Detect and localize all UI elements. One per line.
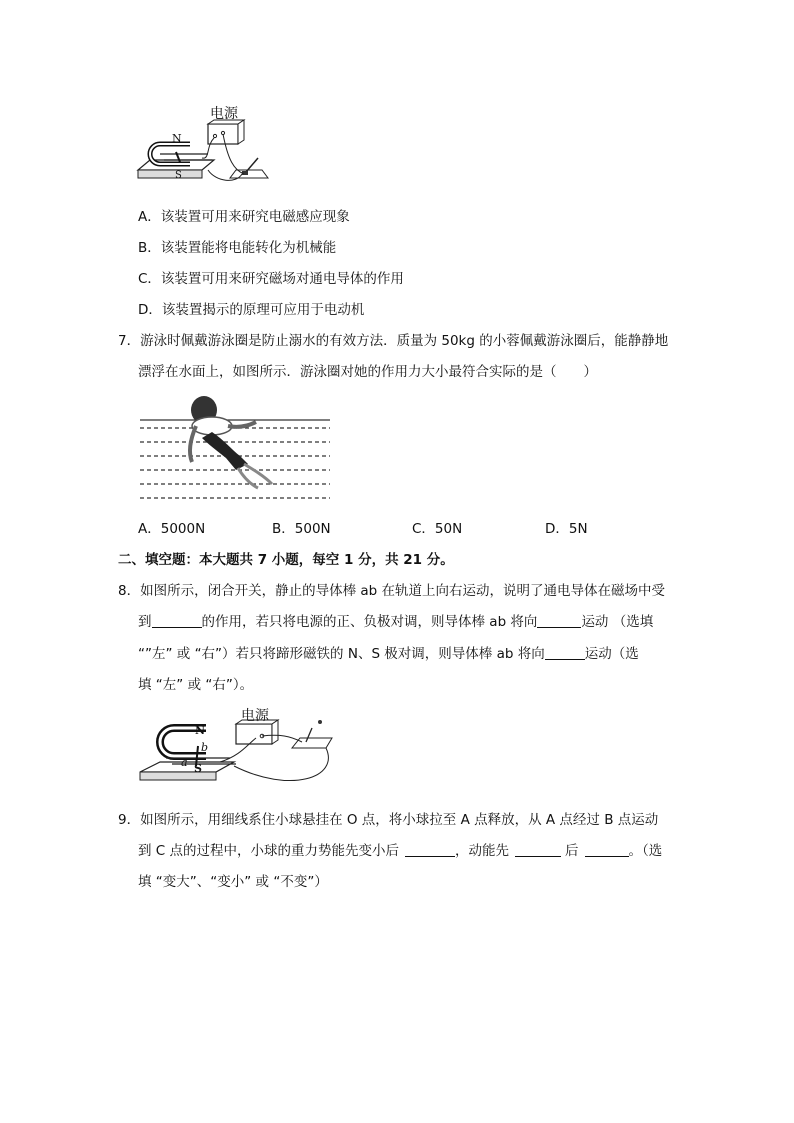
q8-stem-line2 bbox=[138, 613, 653, 631]
q7-option-d: D．5N bbox=[545, 521, 588, 537]
q7-stem-line2: 漂浮在水面上，如图所示．游泳圈对她的作用力大小最符合实际的是（ ） bbox=[138, 364, 597, 380]
q6-option-d: D．该装置揭示的原理可应用于电动机 bbox=[138, 302, 365, 318]
q8-switch bbox=[292, 738, 332, 748]
q8-b-label: b bbox=[201, 741, 209, 754]
q9-text-2b: ，动能先 bbox=[455, 843, 510, 859]
q7-option-b: B．500N bbox=[272, 521, 331, 537]
q7-option-c: C．50N bbox=[412, 521, 463, 537]
q6-power-label: 电源 bbox=[210, 106, 238, 122]
q6-option-c: C．该装置可用来研究磁场对通电导体的作用 bbox=[138, 271, 404, 287]
q8-blank-1[interactable] bbox=[152, 613, 202, 628]
q8-text-2a: 到 bbox=[138, 614, 152, 630]
q7-swimmer-body bbox=[202, 432, 248, 470]
q9-blank-2[interactable] bbox=[515, 842, 561, 857]
q8-text-3b: 运动（选 bbox=[584, 646, 639, 662]
q7-swimmer-figure bbox=[140, 392, 336, 504]
q9-text-2d: 。（选 bbox=[628, 843, 663, 859]
q8-s-label: S bbox=[194, 762, 202, 775]
q8-blank-3[interactable] bbox=[545, 645, 585, 660]
section2-heading: 二、填空题：本大题共 7 小题，每空 1 分，共 21 分。 bbox=[118, 552, 454, 568]
q6-n-label: N bbox=[172, 132, 182, 145]
q8-stem-line3 bbox=[138, 645, 639, 663]
q8-blank-2[interactable] bbox=[537, 613, 581, 628]
q8-text-3a: “”左” 或 “右”）若只将蹄形磁铁的 N、S 极对调，则导体棒 ab 将向 bbox=[138, 646, 545, 662]
q8-text-2b: 的作用，若只将电源的正、负极对调，则导体棒 ab 将向 bbox=[201, 614, 538, 630]
q8-text-2c: 运动 （选填 bbox=[581, 614, 654, 630]
q9-blank-3[interactable] bbox=[585, 842, 629, 857]
q7-option-a: A．5000N bbox=[138, 521, 206, 537]
q9-text-2c: 后 bbox=[565, 843, 579, 859]
q6-switch bbox=[230, 170, 268, 178]
q9-stem-line3: 填 “变大”、“变小” 或 “不变”） bbox=[138, 874, 328, 890]
q6-option-b: B．该装置能将电能转化为机械能 bbox=[138, 240, 337, 256]
q8-n-label: N bbox=[195, 724, 206, 737]
q7-stem-line1: 7．游泳时佩戴游泳圈是防止溺水的有效方法．质量为 50kg 的小蓉佩戴游泳圈后，能静静地 bbox=[118, 333, 669, 349]
q8-stem-line1: 8．如图所示，闭合开关，静止的导体棒 ab 在轨道上向右运动，说明了通电导体在磁场中受 bbox=[118, 583, 666, 599]
q8-power-box bbox=[236, 724, 272, 744]
q6-apparatus-figure bbox=[130, 100, 280, 192]
q6-s-label: S bbox=[175, 170, 182, 181]
q8-a-label: a bbox=[181, 756, 188, 769]
q8-stem-line4: 填 “左” 或 “右”）。 bbox=[138, 677, 254, 693]
q9-stem-line2 bbox=[138, 842, 662, 860]
q8-power-label: 电源 bbox=[241, 708, 269, 724]
q9-stem-line1: 9．如图所示，用细线系住小球悬挂在 O 点，将小球拉至 A 点释放，从 A 点经过 B 点运动 bbox=[118, 812, 659, 828]
q9-blank-1[interactable] bbox=[405, 842, 455, 857]
q6-option-a: A．该装置可用来研究电磁感应现象 bbox=[138, 209, 350, 225]
q9-text-2a: 到 C 点的过程中，小球的重力势能先变小后 bbox=[138, 843, 400, 859]
